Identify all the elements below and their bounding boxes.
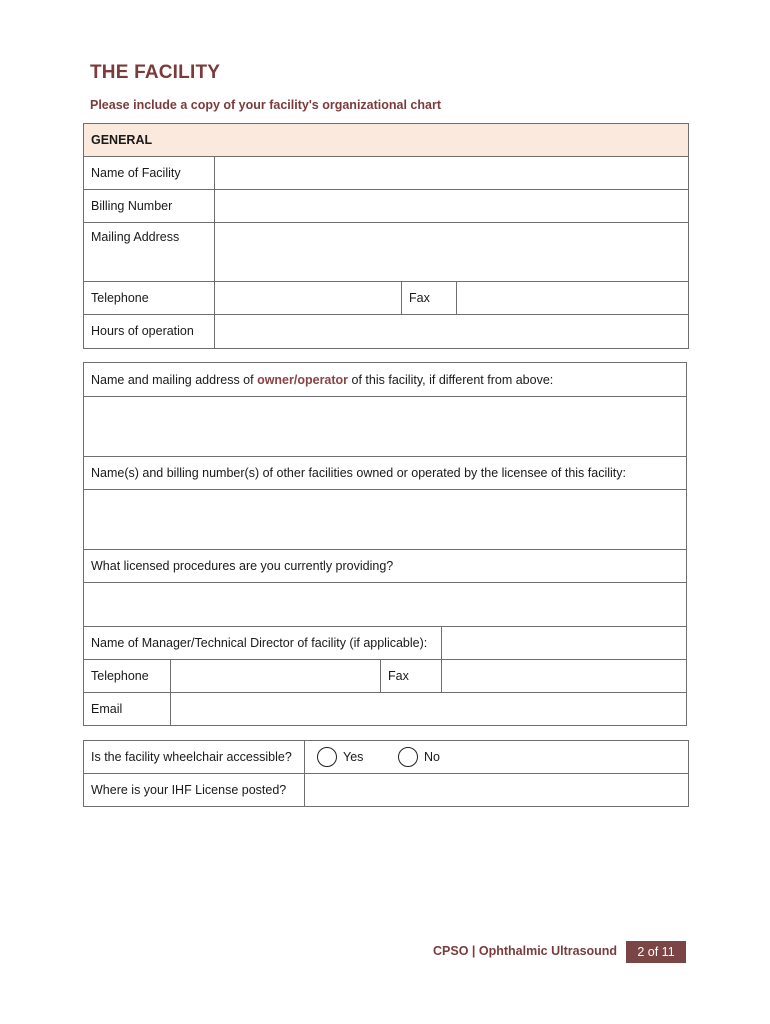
hours-field[interactable] xyxy=(215,315,688,347)
hours-label: Hours of operation xyxy=(91,324,194,338)
owner-label-prefix: Name and mailing address of xyxy=(91,373,258,387)
license-posted-field[interactable] xyxy=(305,774,688,806)
manager-fax-label: Fax xyxy=(388,669,409,683)
manager-field[interactable] xyxy=(442,627,686,659)
manager-fax-field[interactable] xyxy=(442,660,686,692)
page-number-badge: 2 of 11 xyxy=(626,941,686,963)
name-of-facility-field[interactable] xyxy=(215,157,688,189)
billing-number-field[interactable] xyxy=(215,190,688,222)
manager-email-field[interactable] xyxy=(171,693,686,725)
manager-telephone-label: Telephone xyxy=(91,669,149,683)
manager-label: Name of Manager/Technical Director of facility (if applicable): xyxy=(91,636,428,650)
general-heading: GENERAL xyxy=(91,133,153,147)
telephone-label: Telephone xyxy=(91,291,149,305)
manager-email-label: Email xyxy=(91,702,123,716)
license-posted-label: Where is your IHF License posted? xyxy=(91,783,287,797)
yes-radio[interactable] xyxy=(317,747,337,767)
other-facilities-field[interactable] xyxy=(84,490,686,549)
general-header xyxy=(84,124,688,156)
mailing-address-field[interactable] xyxy=(215,223,688,281)
billing-number-label: Billing Number xyxy=(91,199,173,213)
manager-telephone-field[interactable] xyxy=(171,660,380,692)
page-title: THE FACILITY xyxy=(90,62,221,83)
telephone-field[interactable] xyxy=(215,282,401,314)
owner-label xyxy=(84,373,553,387)
mailing-address-label: Mailing Address xyxy=(91,230,180,244)
no-radio[interactable] xyxy=(398,747,418,767)
footer-doc-title: CPSO | Ophthalmic Ultrasound xyxy=(433,944,618,958)
yes-label: Yes xyxy=(343,750,364,764)
fax-field[interactable] xyxy=(457,282,688,314)
procedures-label: What licensed procedures are you currently providing? xyxy=(91,559,394,573)
page-subtitle: Please include a copy of your facility's organizational chart xyxy=(90,98,441,112)
wheelchair-label: Is the facility wheelchair accessible? xyxy=(91,750,292,764)
other-facilities-label: Name(s) and billing number(s) of other facilities owned or operated by the licensee of this facility: xyxy=(91,466,626,480)
fax-label: Fax xyxy=(409,291,430,305)
no-label: No xyxy=(424,750,440,764)
owner-operator-highlight: owner/operator xyxy=(257,373,349,387)
name-of-facility-label: Name of Facility xyxy=(91,166,181,180)
owner-field[interactable] xyxy=(84,397,686,456)
owner-label-suffix: of this facility, if different from above: xyxy=(348,373,554,387)
procedures-field[interactable] xyxy=(84,583,686,626)
